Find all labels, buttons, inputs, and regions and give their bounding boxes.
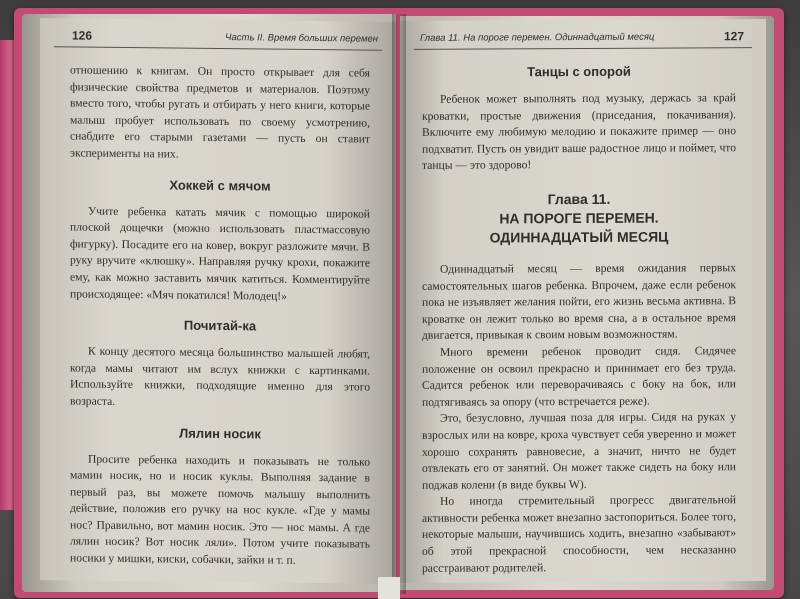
chapter-title [422,189,736,248]
left-intro-paragraph: отношению к книгам. Он просто открывает для себя физические свойства предметов и материалов. Поэтому вместо того, чтобы ругать и отбирать у него книги, которые малыш пробует использовать по своему усмотрению, снабдите его старыми газетами — пусть он ставит эксперименты на них. [70,63,370,161]
chapter-number: Глава 11. [547,190,611,208]
bookmark-edge [378,577,400,599]
section-text-hockey: Учите ребенка катать мячик с помощью широкой плоской дощечки (можно использовать пластмассовую фигурку). Посадите его на ковер, вокруг разложите мячи. В руку вручите «клюшку». Направляя ручку крохи, покажите ему, как можно заставить мячик катиться. Комментируйте происходящее: «Мяч покатился! Молодец!» [70,204,370,303]
section-title-dance: Танцы с опорой [527,63,631,80]
chapter-paragraph-3: Это, безусловно, лучшая поза для игры. Сидя на руках у взрослых или на ковре, кроха чувствует себя уверенно и может хорошо сохранять равновесие, а значит, ничто не будет отвлекать его от занятий. Он может также сидеть на боку или поджав колени (в виде буквы W). [422,410,736,492]
right-page [400,19,766,583]
chapter-name-line1: НА ПОРОГЕ ПЕРЕМЕН. [499,209,659,227]
left-page [40,18,396,584]
right-page-number: 127 [723,29,744,44]
chapter-paragraph-2: Много времени ребенок проводит сидя. Сидячее положение он освоил прекрасно и принимает его без труда. Садится ребенок или переворачиваясь с боку на бок, или подтягиваясь за опору (что встречается реже). [422,344,736,409]
book-gutter [392,14,406,594]
section-title-nose: Лялин носик [179,425,261,441]
right-running-header: Глава 11. На пороге перемен. Одиннадцатый месяц [420,31,655,44]
section-text-dance: Ребенок может выполнять под музыку, держась за край кроватки, простые движения (приседания, покачивания). Включите ему любимую мелодию и покажите пример — оно подхватит. Пусть он увидит ваше радостное лицо и поймет, что танцы — это здорово! [422,91,736,173]
section-text-reading: К концу десятого месяца большинство малышей любят, когда мамы читают им вслух книжки с картинками. Используйте книжки, подходящие именно для этого возраста. [70,344,370,408]
section-text-nose: Просите ребенка находить и показывать не только мамин носик, но и носик куклы. Выполняя задание в первый раз, вы можете помочь малышу выполнить действие, положив его ручку на нос кукле. «Где у мамы нос? Правильно, вот мамин носик. Это — нос мамы. А где лялин носик? Вот носик ляли». Потом учите показывать носики у мишки, киски, собачки, зайки и т. п. [70,452,370,567]
chapter-paragraph-1: Одиннадцатый месяц — время ожидания первых самостоятельных шагов ребенка. Впрочем, даже если ребенок пока не изъявляет желания пойти, его жизнь весьма активна. В кроватке он лежит только во время сна, а в остальное время двигается, привыкая к своим новым возможностям. [422,261,736,343]
chapter-paragraph-4: Но иногда стремительный прогресс двигательной активности ребенка может внезапно застопориться. Более того, некоторые малыши, научившись ходить, внезапно «забывают» об этой прекрасной способности, чем несказанно расстраивают родителей. [422,493,736,575]
chapter-name-line2: ОДИННАДЦАТЫЙ МЕСЯЦ [489,228,669,246]
section-title-hockey: Хоккей с мячом [169,177,271,194]
left-page-content [70,62,370,570]
right-page-content [422,59,736,577]
right-page-header [414,27,752,50]
left-running-header: Часть II. Время больших перемен [225,32,378,45]
left-page-number: 126 [72,28,93,43]
section-title-reading: Почитай-ка [183,317,257,334]
left-page-header [54,26,382,50]
